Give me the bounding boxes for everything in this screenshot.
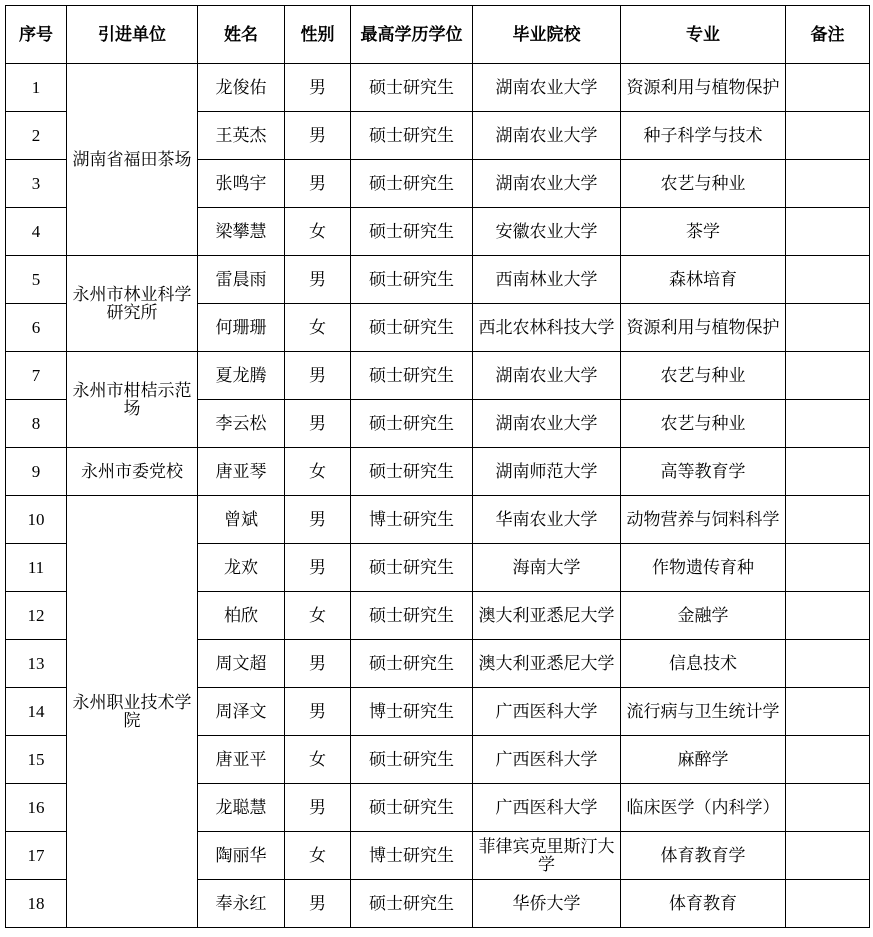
cell-note xyxy=(786,448,870,496)
cell-school: 湖南农业大学 xyxy=(473,64,621,112)
cell-school: 湖南师范大学 xyxy=(473,448,621,496)
cell-degree: 硕士研究生 xyxy=(351,112,473,160)
cell-name: 梁攀慧 xyxy=(198,208,285,256)
cell-note xyxy=(786,496,870,544)
cell-gender: 男 xyxy=(285,400,351,448)
cell-note xyxy=(786,592,870,640)
cell-name: 龙欢 xyxy=(198,544,285,592)
cell-unit: 永州职业技术学院 xyxy=(67,496,198,928)
cell-name: 李云松 xyxy=(198,400,285,448)
cell-gender: 男 xyxy=(285,496,351,544)
cell-degree: 硕士研究生 xyxy=(351,400,473,448)
cell-major: 高等教育学 xyxy=(621,448,786,496)
cell-name: 王英杰 xyxy=(198,112,285,160)
cell-school: 海南大学 xyxy=(473,544,621,592)
cell-unit: 湖南省福田茶场 xyxy=(67,64,198,256)
cell-index: 3 xyxy=(6,160,67,208)
cell-index: 2 xyxy=(6,112,67,160)
cell-note xyxy=(786,304,870,352)
cell-name: 曾斌 xyxy=(198,496,285,544)
cell-index: 13 xyxy=(6,640,67,688)
cell-note xyxy=(786,64,870,112)
cell-school: 华南农业大学 xyxy=(473,496,621,544)
header-index: 序号 xyxy=(6,6,67,64)
cell-gender: 男 xyxy=(285,640,351,688)
cell-major: 森林培育 xyxy=(621,256,786,304)
cell-major: 种子科学与技术 xyxy=(621,112,786,160)
cell-degree: 硕士研究生 xyxy=(351,736,473,784)
cell-note xyxy=(786,352,870,400)
cell-major: 金融学 xyxy=(621,592,786,640)
cell-school: 澳大利亚悉尼大学 xyxy=(473,640,621,688)
cell-school: 澳大利亚悉尼大学 xyxy=(473,592,621,640)
cell-degree: 硕士研究生 xyxy=(351,208,473,256)
cell-name: 雷晨雨 xyxy=(198,256,285,304)
cell-name: 柏欣 xyxy=(198,592,285,640)
cell-note xyxy=(786,736,870,784)
cell-index: 10 xyxy=(6,496,67,544)
cell-school: 华侨大学 xyxy=(473,880,621,928)
table-row xyxy=(6,256,870,304)
header-name: 姓名 xyxy=(198,6,285,64)
cell-index: 7 xyxy=(6,352,67,400)
header-unit: 引进单位 xyxy=(67,6,198,64)
cell-gender: 女 xyxy=(285,832,351,880)
table-row xyxy=(6,64,870,112)
cell-name: 陶丽华 xyxy=(198,832,285,880)
cell-note xyxy=(786,640,870,688)
cell-major: 麻醉学 xyxy=(621,736,786,784)
cell-note xyxy=(786,880,870,928)
cell-index: 16 xyxy=(6,784,67,832)
cell-index: 17 xyxy=(6,832,67,880)
cell-degree: 硕士研究生 xyxy=(351,304,473,352)
cell-degree: 硕士研究生 xyxy=(351,64,473,112)
cell-gender: 男 xyxy=(285,688,351,736)
cell-gender: 女 xyxy=(285,592,351,640)
cell-school: 湖南农业大学 xyxy=(473,112,621,160)
cell-note xyxy=(786,688,870,736)
cell-note xyxy=(786,544,870,592)
cell-degree: 硕士研究生 xyxy=(351,448,473,496)
cell-name: 张鸣宇 xyxy=(198,160,285,208)
cell-degree: 博士研究生 xyxy=(351,496,473,544)
header-degree: 最高学历学位 xyxy=(351,6,473,64)
cell-gender: 男 xyxy=(285,544,351,592)
cell-major: 农艺与种业 xyxy=(621,352,786,400)
cell-major: 流行病与卫生统计学 xyxy=(621,688,786,736)
cell-major: 体育教育 xyxy=(621,880,786,928)
header-note: 备注 xyxy=(786,6,870,64)
cell-school: 湖南农业大学 xyxy=(473,352,621,400)
cell-name: 唐亚琴 xyxy=(198,448,285,496)
cell-major: 农艺与种业 xyxy=(621,400,786,448)
cell-degree: 硕士研究生 xyxy=(351,640,473,688)
cell-note xyxy=(786,112,870,160)
table-row xyxy=(6,448,870,496)
cell-school: 安徽农业大学 xyxy=(473,208,621,256)
cell-note xyxy=(786,400,870,448)
cell-name: 龙聪慧 xyxy=(198,784,285,832)
cell-index: 5 xyxy=(6,256,67,304)
cell-index: 4 xyxy=(6,208,67,256)
cell-index: 18 xyxy=(6,880,67,928)
cell-major: 农艺与种业 xyxy=(621,160,786,208)
cell-unit: 永州市委党校 xyxy=(67,448,198,496)
cell-name: 周文超 xyxy=(198,640,285,688)
cell-name: 龙俊佑 xyxy=(198,64,285,112)
cell-major: 资源利用与植物保护 xyxy=(621,304,786,352)
cell-degree: 硕士研究生 xyxy=(351,256,473,304)
cell-degree: 硕士研究生 xyxy=(351,784,473,832)
cell-gender: 女 xyxy=(285,736,351,784)
cell-major: 动物营养与饲料科学 xyxy=(621,496,786,544)
cell-degree: 硕士研究生 xyxy=(351,544,473,592)
cell-major: 作物遗传育种 xyxy=(621,544,786,592)
cell-degree: 硕士研究生 xyxy=(351,160,473,208)
cell-school: 湖南农业大学 xyxy=(473,160,621,208)
cell-degree: 硕士研究生 xyxy=(351,592,473,640)
cell-name: 何珊珊 xyxy=(198,304,285,352)
cell-unit: 永州市柑桔示范场 xyxy=(67,352,198,448)
cell-school: 西北农林科技大学 xyxy=(473,304,621,352)
cell-gender: 男 xyxy=(285,64,351,112)
table-body xyxy=(6,64,870,928)
cell-name: 夏龙腾 xyxy=(198,352,285,400)
cell-gender: 女 xyxy=(285,208,351,256)
cell-name: 奉永红 xyxy=(198,880,285,928)
cell-index: 1 xyxy=(6,64,67,112)
cell-note xyxy=(786,160,870,208)
cell-degree: 博士研究生 xyxy=(351,832,473,880)
cell-index: 14 xyxy=(6,688,67,736)
cell-index: 8 xyxy=(6,400,67,448)
cell-gender: 男 xyxy=(285,256,351,304)
table-row xyxy=(6,496,870,544)
cell-major: 临床医学（内科学） xyxy=(621,784,786,832)
cell-degree: 博士研究生 xyxy=(351,688,473,736)
cell-index: 11 xyxy=(6,544,67,592)
cell-index: 15 xyxy=(6,736,67,784)
cell-major: 资源利用与植物保护 xyxy=(621,64,786,112)
cell-gender: 男 xyxy=(285,784,351,832)
header-major: 专业 xyxy=(621,6,786,64)
cell-note xyxy=(786,832,870,880)
cell-gender: 男 xyxy=(285,160,351,208)
cell-school: 菲律宾克里斯汀大学 xyxy=(473,832,621,880)
cell-school: 湖南农业大学 xyxy=(473,400,621,448)
cell-school: 广西医科大学 xyxy=(473,736,621,784)
cell-major: 体育教育学 xyxy=(621,832,786,880)
cell-index: 9 xyxy=(6,448,67,496)
cell-major: 茶学 xyxy=(621,208,786,256)
table-header-row xyxy=(6,6,870,64)
cell-gender: 女 xyxy=(285,448,351,496)
header-gender: 性别 xyxy=(285,6,351,64)
cell-note xyxy=(786,784,870,832)
talent-introduction-table xyxy=(5,5,870,928)
cell-unit: 永州市林业科学研究所 xyxy=(67,256,198,352)
cell-degree: 硕士研究生 xyxy=(351,352,473,400)
header-school: 毕业院校 xyxy=(473,6,621,64)
cell-school: 广西医科大学 xyxy=(473,784,621,832)
cell-major: 信息技术 xyxy=(621,640,786,688)
cell-school: 西南林业大学 xyxy=(473,256,621,304)
cell-gender: 女 xyxy=(285,304,351,352)
table-row xyxy=(6,352,870,400)
cell-gender: 男 xyxy=(285,352,351,400)
cell-name: 唐亚平 xyxy=(198,736,285,784)
cell-index: 6 xyxy=(6,304,67,352)
cell-school: 广西医科大学 xyxy=(473,688,621,736)
cell-note xyxy=(786,208,870,256)
cell-note xyxy=(786,256,870,304)
cell-degree: 硕士研究生 xyxy=(351,880,473,928)
cell-gender: 男 xyxy=(285,112,351,160)
cell-index: 12 xyxy=(6,592,67,640)
cell-gender: 男 xyxy=(285,880,351,928)
cell-name: 周泽文 xyxy=(198,688,285,736)
